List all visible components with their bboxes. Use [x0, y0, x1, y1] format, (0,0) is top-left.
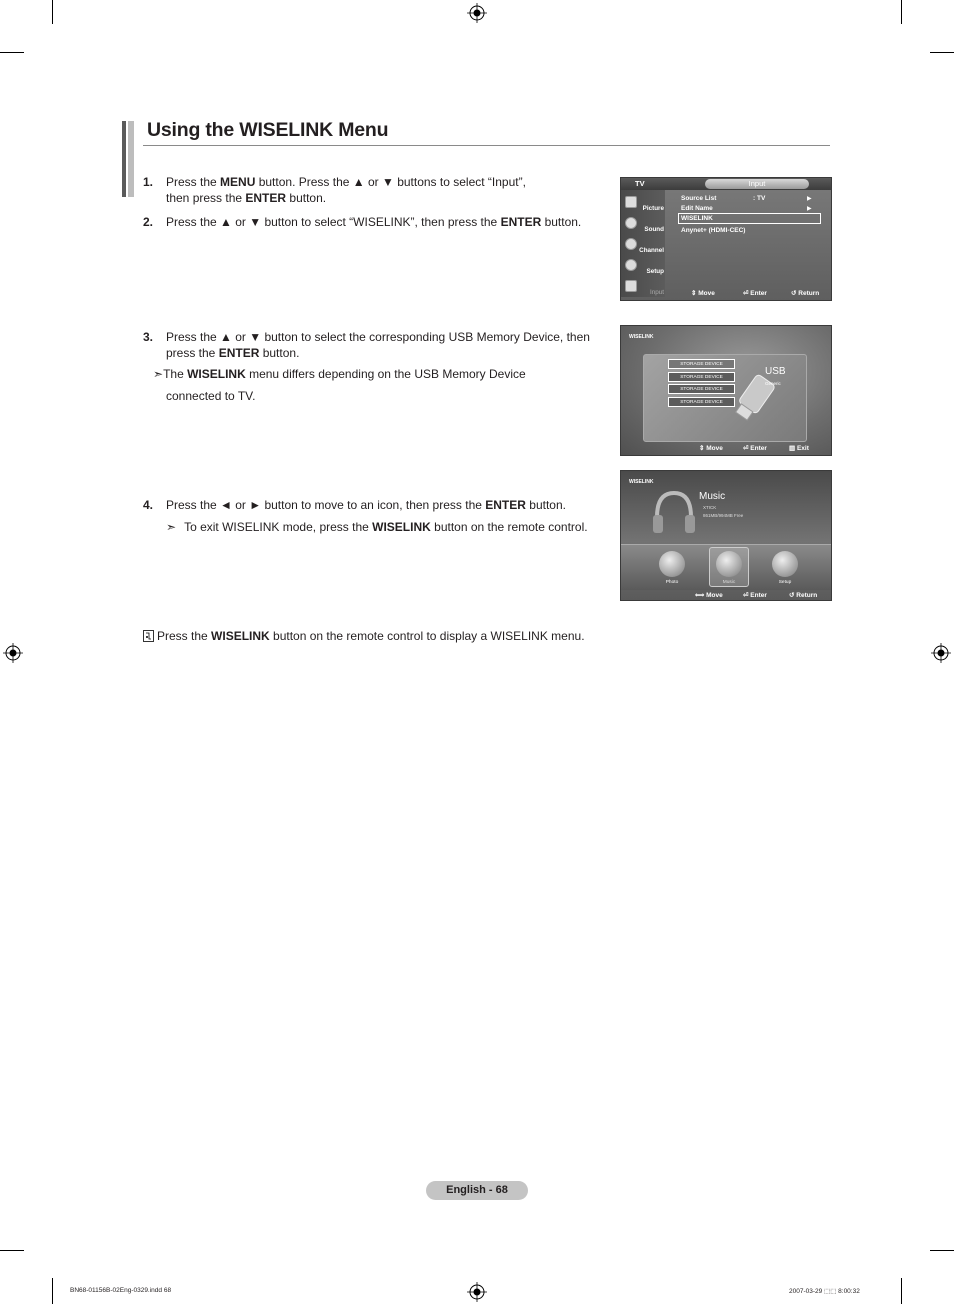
page-title: Using the WISELINK Menu: [147, 119, 389, 141]
registration-mark-icon: [931, 643, 951, 663]
icon-label-setup: Setup: [778, 580, 792, 585]
usb-stick-icon: [730, 371, 782, 423]
footer-move: ⇕ Move: [691, 290, 715, 297]
title-accent-bar: [122, 121, 136, 197]
print-slug-date: 2007-03-29 ⬚⬚ 8:00:32: [789, 1288, 860, 1295]
sidebar-item-setup[interactable]: Setup: [623, 257, 665, 277]
crop-mark: [901, 1278, 902, 1304]
footer-enter: ⏎ Enter: [743, 290, 767, 297]
tv-input-menu-screenshot: [620, 177, 832, 301]
crop-mark: [0, 1250, 24, 1251]
registration-mark-icon: [467, 3, 487, 23]
step-text: Press the ▲ or ▼ button to select the corresponding USB Memory Device, then press the ENTER button.: [166, 330, 590, 360]
picture-icon: [625, 196, 637, 208]
crop-mark: [52, 0, 53, 24]
icon-tray: [621, 544, 832, 590]
crop-mark: [930, 52, 954, 53]
crop-mark: [901, 0, 902, 24]
footer-return: ↺ Return: [789, 592, 818, 599]
wiselink-usb-screenshot: [620, 325, 832, 456]
crop-mark: [0, 52, 24, 53]
title-divider: [143, 145, 830, 146]
registration-mark-icon: [467, 1282, 487, 1302]
step-3: [143, 330, 598, 362]
device-name: XTICK: [703, 505, 717, 510]
sound-icon: [625, 217, 637, 229]
step-text: Press the ◄ or ► button to move to an icon, then press the ENTER button.: [166, 498, 566, 512]
step-1: [143, 175, 598, 207]
page-number: English - 68: [426, 1181, 528, 1200]
remote-control-icon: [143, 630, 154, 642]
wiselink-logo: WISELINK: [629, 334, 654, 340]
free-space: 861MB/994MB Free: [703, 513, 744, 518]
sidebar-item-channel[interactable]: Channel: [623, 236, 665, 256]
footer-return: ↺ Return: [791, 290, 820, 297]
channel-icon: [625, 238, 637, 250]
step-text: Press the ▲ or ▼ button to select “WISELINK”, then press the ENTER button.: [166, 215, 582, 229]
step-number: 3.: [143, 330, 154, 344]
wiselink-logo: WISELINK: [629, 479, 654, 485]
photo-icon[interactable]: [659, 551, 685, 577]
input-icon: [625, 280, 637, 292]
submenu-arrow-icon: ▶: [807, 196, 812, 202]
step-number: 1.: [143, 175, 154, 189]
sidebar-item-sound[interactable]: Sound: [623, 215, 665, 235]
footer-enter: ⏎ Enter: [743, 445, 767, 452]
step-text: Press the MENU button. Press the ▲ or ▼ buttons to select “Input”, then press the ENTER button.: [166, 175, 526, 205]
music-icon[interactable]: [716, 551, 742, 577]
setup-icon[interactable]: [772, 551, 798, 577]
usb-label: USB: [765, 366, 786, 377]
usb-sublabel: Generic: [765, 381, 781, 386]
wiselink-music-screenshot: [620, 470, 832, 601]
icon-label-photo: Photo: [665, 580, 679, 585]
footer-enter: ⏎ Enter: [743, 592, 767, 599]
note-arrow-icon: ➣: [166, 520, 177, 534]
storage-device-item[interactable]: STORAGE DEVICE: [668, 384, 735, 394]
print-slug-file: BN68-01156B-02Eng-0329.indd 68: [70, 1287, 172, 1294]
tab-input[interactable]: Input: [705, 179, 809, 189]
menu-header-tv: TV: [635, 179, 645, 188]
storage-device-item[interactable]: STORAGE DEVICE: [668, 397, 735, 407]
menu-row-source-list[interactable]: Source List: [681, 195, 717, 202]
step-3-note: ➣The WISELINK menu differs depending on the USB Memory Device: [153, 367, 526, 381]
step-number: 2.: [143, 215, 154, 229]
footer-move: ⟺ Move: [695, 592, 723, 599]
menu-sidebar: [621, 190, 665, 297]
menu-row-anynet[interactable]: Anynet+ (HDMI-CEC): [681, 227, 746, 234]
headphones-icon: [651, 487, 697, 537]
note-arrow-icon: ➣: [153, 367, 164, 381]
icon-label-music: Music: [722, 580, 736, 585]
step-2: [143, 215, 598, 231]
menu-row-wiselink[interactable]: WISELINK: [681, 215, 713, 222]
storage-device-item[interactable]: STORAGE DEVICE: [668, 372, 735, 382]
footer-move: ⇕ Move: [699, 445, 723, 452]
crop-mark: [930, 1250, 954, 1251]
menu-row-value: : TV: [753, 195, 766, 202]
footer-exit: ▥ Exit: [789, 445, 809, 452]
step-number: 4.: [143, 498, 154, 512]
storage-device-item[interactable]: STORAGE DEVICE: [668, 359, 735, 369]
remote-note: Press the WISELINK button on the remote control to display a WISELINK menu.: [143, 629, 613, 644]
registration-mark-icon: [3, 643, 23, 663]
step-4: [143, 498, 598, 514]
step-3-note-cont: connected to TV.: [166, 389, 256, 403]
sidebar-item-picture[interactable]: Picture: [623, 194, 665, 214]
category-title: Music: [699, 491, 726, 502]
crop-mark: [52, 1278, 53, 1304]
sidebar-item-input[interactable]: Input: [623, 278, 665, 298]
step-4-note: ➣ To exit WISELINK mode, press the WISELINK button on the remote control.: [166, 520, 588, 534]
menu-row-edit-name[interactable]: Edit Name: [681, 205, 713, 212]
submenu-arrow-icon: ▶: [807, 206, 812, 212]
setup-icon: [625, 259, 637, 271]
